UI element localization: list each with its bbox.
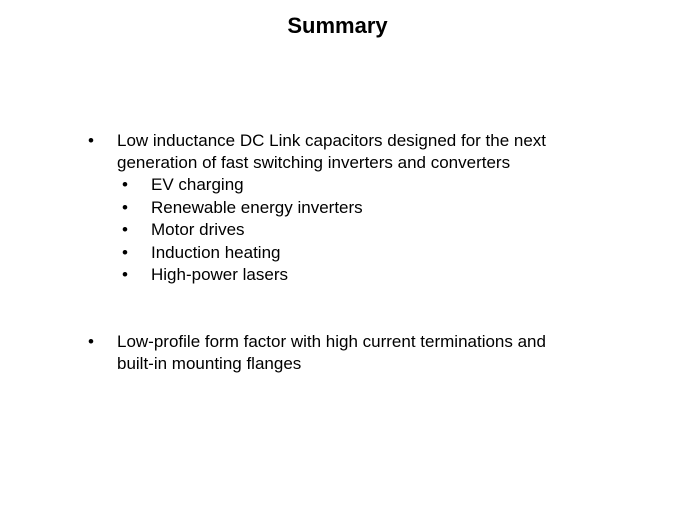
bullet-icon: • xyxy=(122,175,128,194)
bullet-icon: • xyxy=(122,265,128,284)
sub-bullet-text: Motor drives xyxy=(151,220,245,239)
slide-title: Summary xyxy=(287,13,388,38)
sub-bullet-text: EV charging xyxy=(151,175,244,194)
sub-bullet-item xyxy=(0,264,675,287)
sub-bullet-item xyxy=(0,174,675,197)
bullet-icon: • xyxy=(88,332,94,351)
sub-bullet-text: Induction heating xyxy=(151,242,281,262)
bullet-text-line-2: built-in mounting flanges xyxy=(117,354,302,373)
bullet-icon: • xyxy=(122,220,128,239)
bullet-item-low-inductance xyxy=(0,130,675,287)
sub-bullet-text: Renewable energy inverters xyxy=(151,197,363,217)
sub-bullet-list xyxy=(0,174,675,287)
bullet-icon: • xyxy=(122,242,128,262)
bullet-text-line-1: Low-profile form factor with high current terminations and xyxy=(117,332,546,351)
bullet-icon: • xyxy=(122,197,128,217)
bullet-icon: • xyxy=(88,131,94,150)
sub-bullet-text: High-power lasers xyxy=(151,265,288,284)
sub-bullet-item xyxy=(0,219,675,242)
bullet-text-line-2: generation of fast switching inverters and converters xyxy=(117,153,511,172)
bullet-text-line-1: Low inductance DC Link capacitors designed for the next xyxy=(117,131,547,150)
sub-bullet-item xyxy=(0,197,675,220)
bullet-item-low-profile xyxy=(0,331,675,375)
sub-bullet-item xyxy=(0,242,675,265)
